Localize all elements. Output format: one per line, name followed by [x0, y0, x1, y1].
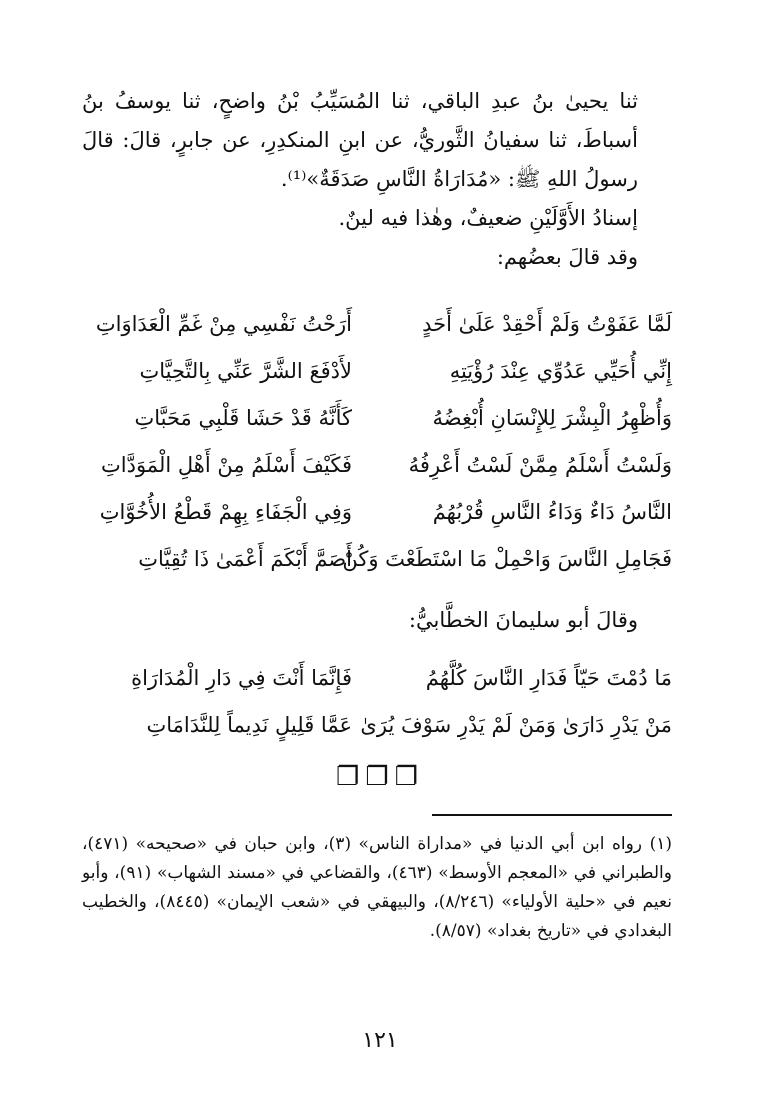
verse-first-hemistich: مَا دُمْتَ حَيّاً فَدَارِ النَّاسَ كُلَّهُمُ — [425, 665, 672, 690]
poem-verse — [82, 441, 672, 488]
verse-first-hemistich: وَأُظْهِرُ الْبِشْرَ لِلإِنْسَانِ أُبْغِضُهُ — [432, 405, 672, 430]
verse-second-hemistich: فَكَيْفَ أَسْلَمُ مِنْ أَهْلِ الْمَوَدَّاتِ — [101, 452, 352, 477]
verse-second-hemistich: أَصَمَّ أَبْكَمَ أَعْمَىٰ ذَا تُقِيَّاتِ — [138, 546, 352, 571]
poem-verse — [82, 394, 672, 441]
hadith-paragraph: ثنا يحيىٰ بنُ عبدِ الباقي، ثنا المُسَيِّبُ بْنُ واضحٍ، ثنا يوسفُ بنُ أسباطَ، ثنا سفيانُ الثَّوريُّ، عن ابنِ المنكدِرِ، عن جابرٍ، قالَ: قالَ رسولُ اللهِ ﷺ: «مُدَارَاةُ النَّاسِ صَدَقَةٌ»⁽¹⁾. — [82, 89, 638, 191]
poem-1-intro: وقد قالَ بعضُهم: — [496, 245, 638, 269]
verse-second-hemistich: لأَدْفَعَ الشَّرَّ عَنِّي بِالتَّحِيَّاتِ — [139, 358, 352, 383]
poem-verse — [82, 701, 672, 748]
verse-first-hemistich: إِنِّي أُحَيِّي عَدُوِّي عِنْدَ رُؤْيَتِهِ — [449, 358, 672, 383]
verse-second-hemistich: أَرَحْتُ نَفْسِي مِنْ غَمِّ الْعَدَاوَاتِ — [95, 311, 352, 336]
footnote — [82, 830, 672, 946]
poem-1 — [82, 300, 672, 582]
poem-verse — [82, 535, 672, 582]
verse-second-hemistich: كَأَنَّهُ قَدْ حَشَا قَلْبِي مَحَبَّاتِ — [134, 405, 352, 430]
verse-first-hemistich: النَّاسُ دَاءٌ وَدَاءُ النَّاسِ قُرْبُهُمُ — [432, 499, 672, 524]
footnote-rule — [432, 814, 672, 816]
poem-2 — [82, 654, 672, 748]
prose-block — [82, 82, 672, 277]
poem-verse — [82, 347, 672, 394]
verse-first-hemistich: وَلَسْتُ أَسْلَمُ مِمَّنْ لَسْتُ أَعْرِفُهُ — [408, 452, 672, 477]
verse-first-hemistich: فَجَامِلِ النَّاسَ وَاحْمِلْ مَا اسْتَطَعْتَ وَكُنْ — [342, 546, 672, 571]
poem-verse — [82, 488, 672, 535]
poem-verse — [82, 654, 672, 701]
verse-first-hemistich: لَمَّا عَفَوْتُ وَلَمْ أَحْقِدْ عَلَىٰ أَحَدٍ — [422, 311, 672, 336]
footnote-marker: (١) — [649, 834, 672, 854]
page-number: ١٢١ — [362, 1028, 398, 1053]
verse-second-hemistich: وَفِي الْجَفَاءِ بِهِمْ قَطْعُ الأُخُوَّاتِ — [99, 499, 352, 524]
footnote-text: رواه ابن أبي الدنيا في «مداراة الناس» (٣)، وابن حبان في «صحيحه» (٤٧١)، والطبراني في «المعجم الأوسط» (٤٦٣)، والقضاعي في «مسند الشهاب» (٩١)، وأبو نعيم في «حلية الأولياء» (٨/٢٤٦)، والبيهقي في «شعب الإيمان» (٨٤٤٥)، والخطيب البغدادي في «تاريخ بغداد» (٨/٥٧). — [82, 834, 672, 941]
poem-verse — [82, 300, 672, 347]
section-separator: ❐❐❐ — [336, 762, 424, 792]
isnad-paragraph: إسنادُ الأَوَّلَيْنِ ضعيفٌ، وهٰذا فيه لينٌ. — [338, 206, 638, 230]
verse-second-hemistich: عَمَّا قَلِيلٍ نَدِيماً لِلنَّدَامَاتِ — [146, 712, 352, 737]
poem-2-intro: وقالَ أبو سليمانَ الخطَّابيُّ: — [408, 608, 638, 632]
verse-second-hemistich: فَإِنَّمَا أَنْتَ فِي دَارِ الْمُدَارَاةِ — [131, 665, 352, 690]
verse-first-hemistich: مَنْ يَدْرِ دَارَىٰ وَمَنْ لَمْ يَدْرِ سَوْفَ يُرَىٰ — [360, 712, 672, 737]
